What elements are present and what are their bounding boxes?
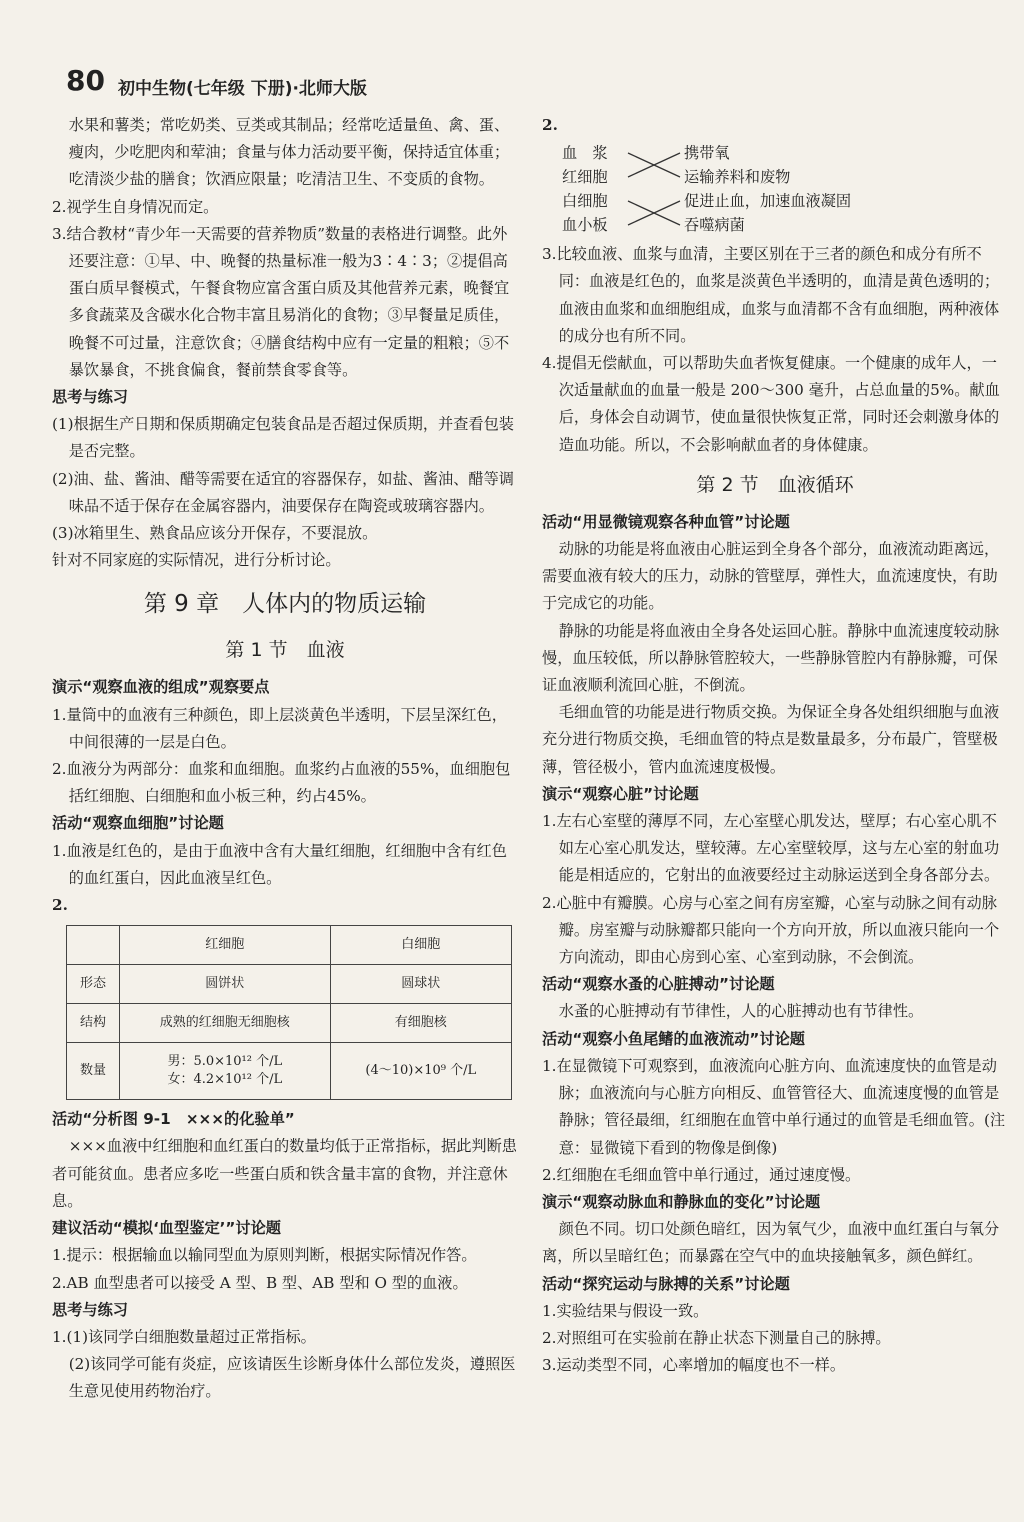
answer-item: 3.运动类型不同，心率增加的幅度也不一样。 <box>542 1356 846 1375</box>
subheading: 活动“探究运动与脉搏的关系”讨论题 <box>542 1274 790 1293</box>
table-cell <box>67 926 120 965</box>
answer-item: 2.血液分为两部分：血浆和血细胞。血浆约占血液的55%，血细胞包括红细胞、白细胞和血小板三种，约占45%。 <box>52 760 511 806</box>
paragraph: 水蚤的心脏搏动有节律性，人的心脏搏动也有节律性。 <box>558 1002 924 1021</box>
subheading: 活动“分析图 9-1 ×××的化验单” <box>52 1110 295 1129</box>
match-left-item: 血 浆 <box>562 144 608 163</box>
table-cell: 有细胞核 <box>330 1004 511 1043</box>
match-right-item: 促进止血，加速血液凝固 <box>684 192 852 211</box>
paragraph: 静脉的功能是将血液由全身各处运回心脏。静脉中血流速度较动脉慢，血压较低，所以静脉管腔较大，一些静脉管腔内有静脉瓣，可保证血液顺利流回心脏，不倒流。 <box>542 621 1000 695</box>
answer-item: 1.血液是红色的，是由于血液中含有大量红细胞，红细胞中含有红色的血红蛋白，因此血液呈红色。 <box>52 841 507 887</box>
table-cell: 成熟的红细胞无细胞核 <box>120 1004 331 1043</box>
answer-item: 2. <box>52 896 68 915</box>
paragraph: 水果和薯类；常吃奶类、豆类或其制品；经常吃适量鱼、禽、蛋、瘦肉，少吃肥肉和荤油；食量与体力活动要平衡，保持适宜体重；吃清淡少盐的膳食；饮酒应限量；吃清洁卫生、不变质的食物。 <box>68 116 510 189</box>
paragraph: 动脉的功能是将血液由心脏运到全身各个部分，血液流动距离远，需要血液有较大的压力，动脉的管壁厚，弹性大，血流速度快，有助于完成它的功能。 <box>542 540 1000 613</box>
table-row <box>67 926 512 965</box>
table-cell: 圆球状 <box>330 965 511 1004</box>
table-cell: 圆饼状 <box>120 965 331 1004</box>
match-left-item: 红细胞 <box>562 168 608 187</box>
subheading: 活动“观察小鱼尾鳍的血液流动”讨论题 <box>542 1029 805 1048</box>
answer-item: 1.量筒中的血液有三种颜色，即上层淡黄色半透明，下层呈深红色，中间很薄的一层是白色。 <box>52 705 507 751</box>
match-left-item: 血小板 <box>562 216 608 235</box>
table-row <box>67 1043 512 1100</box>
book-title: 初中生物(七年级 下册)·北师大版 <box>118 79 367 99</box>
answer-item: (3)冰箱里生、熟食品应该分开保存，不要混放。 <box>52 524 378 543</box>
answer-item: 2.对照组可在实验前在静止状态下测量自己的脉搏。 <box>542 1328 891 1347</box>
right-column <box>542 112 1008 1379</box>
paragraph: 毛细血管的功能是进行物质交换。为保证全身各处组织细胞与血液充分进行物质交换，毛细血管的特点是数量最多，分布最广，管壁极薄，管径极小，管内血流速度极慢。 <box>542 703 1000 776</box>
left-column <box>52 112 518 1406</box>
answer-item: 1.左右心室壁的薄厚不同，左心室壁心肌发达，壁厚；右心室心肌不如左心室心肌发达，壁较薄。左心室壁较厚，这与左心室的射血功能是相适应的，它射出的血液要经过主动脉运送到全身各部分去。 <box>542 812 1000 885</box>
answer-item: 1.实验结果与假设一致。 <box>542 1301 709 1320</box>
answer-item: 2.视学生自身情况而定。 <box>52 197 219 216</box>
subheading: 演示“观察血液的组成”观察要点 <box>52 678 270 697</box>
answer-item: 2.AB 血型患者可以接受 A 型、B 型、AB 型和 O 型的血液。 <box>52 1273 468 1292</box>
subheading: 演示“观察动脉血和静脉血的变化”讨论题 <box>542 1192 821 1211</box>
answer-item: (2)油、盐、酱油、醋等需要在适宜的容器保存，如盐、酱油、醋等调味品不适于保存在金属容器内，油要保存在陶瓷或玻璃容器内。 <box>52 469 514 515</box>
answer-item: 3.结合教材“青少年一天需要的营养物质”数量的表格进行调整。此外还要注意：①早、中、晚餐的热量标准一般为3∶4∶3；②提倡高蛋白质早餐模式，午餐食物应富含蛋白质及其他营养元素，晚餐宜多食蔬菜及含碳水化合物丰富且易消化的食物；③早餐量足质佳，晚餐不可过量，注意饮食；④膳食结构中应有一定量的粗粮；⑤不暴饮暴食，不挑食偏食，餐前禁食零食等。 <box>52 224 510 379</box>
paragraph: 颜色不同。切口处颜色暗红，因为氧气少，血液中血红蛋白与氧分离，所以呈暗红色；而暴露在空气中的血块接触氧多，颜色鲜红。 <box>542 1220 1000 1266</box>
answer-item: (1)根据生产日期和保质期确定包装食品是否超过保质期，并查看包装是否完整。 <box>52 415 514 461</box>
answer-item: 1.在显微镜下可观察到，血液流向心脏方向、血流速度快的血管是动脉；血液流向与心脏方向相反、血管管径大、血流速度慢的血管是静脉；管径最细，红细胞在血管中单行通过的血管是毛细血管。(注意：显微镜下看到的物像是倒像) <box>542 1056 1006 1157</box>
subheading: 活动“观察血细胞”讨论题 <box>52 814 224 833</box>
table-cell: 形态 <box>67 965 120 1004</box>
match-right-item: 吞噬病菌 <box>684 216 745 235</box>
table-cell: 数量 <box>67 1043 120 1100</box>
matching-diagram <box>562 141 1008 237</box>
blood-cell-table <box>66 925 512 1100</box>
table-header: 白细胞 <box>330 926 511 965</box>
match-right-item: 携带氧 <box>684 144 730 163</box>
count-female: 女：4.2×10¹² 个/L <box>167 1072 283 1088</box>
answer-item: 1.提示：根据输血以输同型血为原则判断，根据实际情况作答。 <box>52 1246 477 1265</box>
chapter-title: 第 9 章 人体内的物质运输 <box>143 591 427 618</box>
table-cell <box>120 1043 331 1100</box>
paragraph: ×××血液中红细胞和血红蛋白的数量均低于正常指标，据此判断患者可能贫血。患者应多吃一些蛋白质和铁含量丰富的食物，并注意休息。 <box>52 1137 517 1210</box>
answer-item: 3.比较血液、血浆与血清，主要区别在于三者的颜色和成分有所不同：血液是红色的，血浆是淡黄色半透明的，血清是黄色透明的；血液由血浆和血细胞组成，血浆与血清都不含有血细胞，两种液体的成分也有所不同。 <box>542 245 1000 345</box>
answer-item: 4.提倡无偿献血，可以帮助失血者恢复健康。一个健康的成年人，一次适量献血的血量一般是 200～300 毫升，占总血量的5%。献血后，身体会自动调节，使血量很快恢复正常，同时还会刺激身体的造血功能。所以，不会影响献血者的身体健康。 <box>542 354 1000 454</box>
answer-item: 2.心脏中有瓣膜。心房与心室之间有房室瓣，心室与动脉之间有动脉瓣。房室瓣与动脉瓣都只能向一个方向开放，所以血液只能向一个方向流动，即由心房到心室、心室到动脉，不会倒流。 <box>542 893 1000 967</box>
table-row <box>67 965 512 1004</box>
subheading: 思考与练习 <box>52 388 128 407</box>
answer-item: 1.(1)该同学白细胞数量超过正常指标。 <box>52 1327 316 1346</box>
table-cell: (4～10)×10⁹ 个/L <box>330 1043 511 1100</box>
table-header: 红细胞 <box>120 926 331 965</box>
page-number: 80 <box>66 64 105 97</box>
subheading: 活动“观察水蚤的心脏搏动”讨论题 <box>542 975 775 994</box>
answer-item: 2.红细胞在毛细血管中单行通过，通过速度慢。 <box>542 1165 861 1184</box>
answer-item: 2. <box>542 116 558 134</box>
subheading: 思考与练习 <box>52 1300 128 1319</box>
table-cell: 结构 <box>67 1004 120 1043</box>
section-title: 第 1 节 血液 <box>225 639 345 662</box>
count-male: 男：5.0×10¹² 个/L <box>167 1054 283 1070</box>
paragraph: 针对不同家庭的实际情况，进行分析讨论。 <box>52 551 341 570</box>
table-row <box>67 1004 512 1043</box>
answer-item: (2)该同学可能有炎症，应该请医生诊断身体什么部位发炎，遵照医生意见使用药物治疗。 <box>68 1355 516 1401</box>
subheading: 演示“观察心脏”讨论题 <box>542 784 699 803</box>
subheading: 建议活动“模拟‘血型鉴定’”讨论题 <box>52 1219 281 1238</box>
subheading: 活动“用显微镜观察各种血管”讨论题 <box>542 512 790 531</box>
match-left-item: 白细胞 <box>562 192 608 211</box>
section-title: 第 2 节 血液循环 <box>696 473 854 496</box>
match-right-item: 运输养料和废物 <box>684 168 791 187</box>
match-lines <box>626 141 682 237</box>
